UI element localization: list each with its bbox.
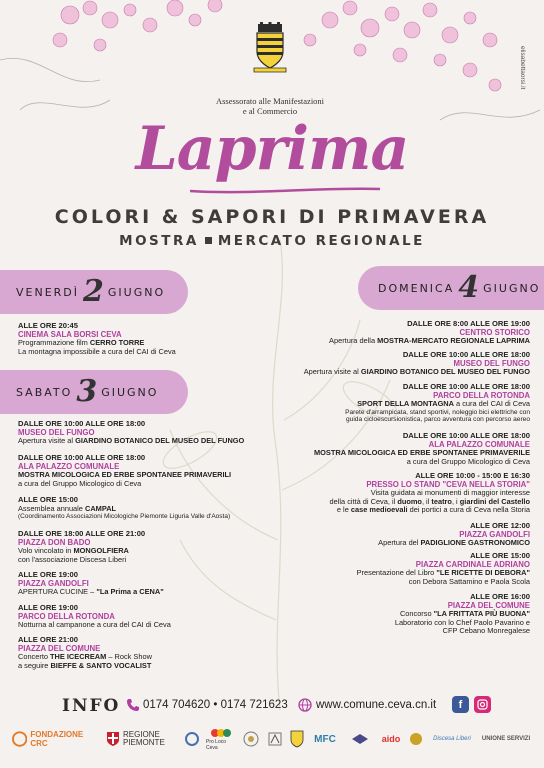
- event-time: DALLE ORE 8:00 ALLE ORE 19:00: [407, 319, 530, 328]
- text: Volo vincolato in: [18, 546, 74, 556]
- facebook-icon[interactable]: f: [452, 696, 469, 713]
- crest-small-icon: [290, 730, 304, 748]
- day-number: 3: [76, 374, 98, 409]
- event-place: CENTRO STORICO: [459, 327, 530, 337]
- assessorato-line1: Assessorato alle Manifestazioni: [215, 96, 325, 106]
- event-time: ALLE ORE 12:00: [470, 521, 530, 530]
- text: Apertura visite al: [18, 436, 76, 446]
- event-saturday-2: [18, 454, 278, 488]
- text-bold: SPORT DELLA MONTAGNA: [357, 399, 454, 409]
- day-banner-friday: [0, 270, 188, 314]
- event-description: a cura del Gruppo Micologico di Ceva: [406, 456, 530, 466]
- text: a cura del CAI di Ceva: [454, 399, 530, 409]
- sponsor-label: MFC: [314, 733, 336, 745]
- sponsor-fondazione-crc: [12, 722, 100, 756]
- event-time: ALLE ORE 15:00: [18, 495, 78, 504]
- text-bold: CERRO TORRE: [89, 338, 145, 348]
- event-time: DALLE ORE 10:00 ALLE ORE 18:00: [402, 431, 530, 440]
- eagle-logo-icon: [350, 731, 370, 747]
- day-name: VENERDÌ: [16, 285, 80, 299]
- day-banner-saturday: [0, 370, 188, 414]
- pro-loco-icon: [210, 727, 232, 739]
- event-saturday-1: [18, 420, 278, 446]
- day-banner-sunday: [358, 266, 544, 310]
- event-place: MUSEO DEL FUNGO: [18, 427, 95, 437]
- globe-icon: [298, 698, 312, 712]
- text-bold: giardini del Castello: [459, 496, 530, 506]
- sponsor-label: Discesa Liberi: [433, 736, 471, 742]
- text-bold: teatro: [431, 496, 452, 506]
- event-sunday-5: [260, 472, 530, 515]
- event-place: MUSEO DEL FUNGO: [453, 358, 530, 368]
- event-sunday-1: [260, 320, 530, 346]
- event-place: CINEMA SALA BORSI CEVA: [18, 329, 122, 339]
- text: Assemblea annuale: [18, 503, 85, 513]
- assessorato-line2: e al Commercio: [242, 106, 298, 116]
- text-bold: MOSTRA-MERCATO REGIONALE LAPRIMA: [377, 336, 530, 346]
- sponsor-logo-7: [288, 722, 306, 756]
- crc-logo-icon: [12, 731, 27, 747]
- text-bold: MONGOLFIERA: [73, 546, 129, 556]
- event-place: ALA PALAZZO COMUNALE: [428, 439, 530, 449]
- piemonte-shield-icon: [106, 731, 120, 747]
- text: Apertura visite al: [303, 367, 361, 377]
- sponsor-pro-loco: [206, 722, 236, 756]
- event-friday-1: [18, 322, 248, 356]
- event-sunday-6: [260, 522, 530, 548]
- text: APERTURA CUCINE –: [18, 587, 97, 597]
- instagram-icon[interactable]: [474, 696, 491, 713]
- event-time: ALLE ORE 10:00 - 15:00 E 16:30: [415, 471, 530, 480]
- coat-of-arms-icon: [252, 22, 288, 74]
- text-bold: MOSTRA MICOLOGICA ED ERBE SPONTANEE PRIMAVERILE: [314, 448, 530, 458]
- text: Presentazione del Libro: [356, 568, 437, 578]
- day-month: GIUGNO: [101, 385, 159, 399]
- event-place: PIAZZA GANDOLFI: [459, 529, 530, 539]
- sponsor-logo-9: [346, 722, 374, 756]
- event-description: La montagna impossibile a cura del CAI di Ceva: [18, 346, 176, 356]
- event-place: ALA PALAZZO COMUNALE: [18, 461, 120, 471]
- partner-logo-icon: [243, 731, 259, 747]
- sponsor-aido: [378, 722, 404, 756]
- day-number: 2: [83, 274, 104, 309]
- info-label: INFO: [62, 696, 121, 716]
- subtitle-mostra: MOSTRA: [119, 233, 199, 249]
- text: – Rock Show: [106, 652, 152, 662]
- event-description: [18, 505, 278, 514]
- event-description: [18, 588, 278, 597]
- sponsor-logo-6: [264, 722, 286, 756]
- partner-logo-icon: [267, 731, 283, 747]
- text-bold: "LE RICETTE DI DEBORA": [436, 568, 530, 578]
- text-bold: "La Prima a CENA": [96, 587, 164, 597]
- partner-logo-icon: [184, 731, 200, 747]
- sponsor-logo-3: [180, 722, 204, 756]
- event-description: Visita guidata ai monumenti di maggior interesse: [370, 488, 530, 498]
- event-sunday-8: [260, 593, 530, 636]
- sponsor-discesa-liberi: [428, 722, 476, 756]
- text-bold: MOSTRA MICOLOGICA ED ERBE SPONTANEE PRIMAVERILI: [18, 470, 232, 480]
- event-place: PIAZZA CARDINALE ADRIANO: [415, 559, 530, 569]
- event-saturday-3: [18, 496, 278, 522]
- event-time: ALLE ORE 19:00: [18, 603, 78, 612]
- text-bold: THE ICECREAM: [50, 652, 107, 662]
- text-bold: GIARDINO BOTANICO DEL MUSEO DEL FUNGO: [75, 436, 245, 446]
- event-place: PARCO DELLA ROTONDA: [433, 390, 530, 400]
- sponsor-logo-5: [240, 722, 262, 756]
- event-saturday-5: [18, 571, 278, 597]
- event-description: [260, 337, 530, 346]
- event-place: PIAZZA DEL COMUNE: [447, 600, 530, 610]
- event-sunday-3: [260, 383, 530, 424]
- event-time: DALLE ORE 10:00 ALLE ORE 18:00: [402, 350, 530, 359]
- event-description: guida cicloescursionistica, parco avventura con percorso aereo: [346, 416, 530, 424]
- sponsor-label: Pro Loco Ceva: [206, 739, 227, 751]
- sponsor-label: UNIONE SERVIZI: [481, 736, 531, 742]
- event-description: [18, 437, 278, 446]
- sponsor-logo-11: [406, 722, 426, 756]
- text-bold: duomo: [397, 496, 422, 506]
- event-description: (Coordinamento Associazioni Micologiche Piemonte Liguria Valle d'Aosta): [18, 513, 231, 521]
- event-description: Laboratorio con lo Chef Paolo Pavarino e: [394, 617, 530, 627]
- event-description: con Debora Sattamino e Paola Scola: [408, 576, 530, 586]
- event-description: CFP Cebano Monregalese: [442, 626, 530, 636]
- event-sunday-4: [260, 432, 530, 466]
- event-time: DALLE ORE 10:00 ALLE ORE 18:00: [18, 419, 146, 428]
- event-time: ALLE ORE 19:00: [18, 570, 78, 579]
- event-place: PARCO DELLA ROTONDA: [18, 611, 115, 621]
- event-description: [260, 506, 530, 515]
- event-sunday-2: [260, 351, 530, 377]
- event-time: DALLE ORE 10:00 ALLE ORE 18:00: [18, 453, 146, 462]
- event-place: PIAZZA GANDOLFI: [18, 578, 89, 588]
- day-number: 4: [458, 270, 480, 305]
- event-saturday-4: [18, 530, 278, 564]
- event-description: a cura del Gruppo Micologico di Ceva: [18, 478, 142, 488]
- partner-logo-icon: [409, 732, 423, 746]
- square-bullet-icon: [205, 237, 212, 244]
- text: dei portici a cura di Ceva nella Storia: [407, 505, 530, 515]
- website-link[interactable]: www.comune.ceva.cn.it: [316, 699, 437, 711]
- text: , i: [451, 496, 460, 506]
- text: a seguire: [18, 660, 51, 670]
- event-place: PRESSO LO STAND "CEVA NELLA STORIA": [366, 479, 530, 489]
- text-bold: GIARDINO BOTANICO DEL MUSEO DEL FUNGO: [360, 367, 530, 377]
- text: Concorso: [399, 609, 434, 619]
- text: Concerto: [18, 652, 51, 662]
- sponsor-label: PIEMONTE: [123, 738, 165, 747]
- subtitle-secondary: [0, 233, 544, 249]
- text-bold: "LA FRITTATA PIÙ BUONA": [433, 609, 530, 619]
- text-bold: BIEFFE & SANTO VOCALIST: [50, 660, 152, 670]
- event-place: PIAZZA DON BADO: [18, 537, 91, 547]
- phone-numbers[interactable]: 0174 704620 • 0174 721623: [143, 699, 288, 711]
- event-description: Notturna al campanone a cura del CAI di Ceva: [18, 620, 171, 630]
- event-description: [18, 662, 278, 671]
- logo-swash: [190, 185, 380, 195]
- text: Apertura della: [329, 336, 378, 346]
- sponsor-label: aido: [381, 734, 401, 744]
- day-month: GIUGNO: [483, 281, 541, 295]
- text: della città di Ceva, il: [329, 496, 398, 506]
- subtitle-main: COLORI & SAPORI DI PRIMAVERA: [54, 206, 490, 228]
- event-description: [260, 539, 530, 548]
- text: , il: [421, 496, 432, 506]
- sponsor-label: REGIONE: [123, 730, 160, 739]
- text-bold: CAMPAL: [84, 503, 117, 513]
- phone-icon: [126, 698, 140, 712]
- subtitle-mercato: MERCATO REGIONALE: [217, 233, 425, 249]
- event-description: [260, 400, 530, 409]
- day-name: DOMENICA: [378, 281, 455, 295]
- event-logo: Laprima: [135, 114, 409, 184]
- event-time: DALLE ORE 18:00 ALLE ORE 21:00: [18, 529, 146, 538]
- text: e le: [336, 505, 351, 515]
- credit-text: elisabettaorsi.it: [519, 46, 526, 90]
- day-name: SABATO: [16, 385, 73, 399]
- text-bold: PADIGLIONE GASTRONOMICO: [420, 538, 530, 548]
- event-description: Parete d'arrampicata, stand sportivi, noleggio bici elettriche con: [345, 408, 530, 416]
- sponsor-regione-piemonte: [106, 722, 176, 756]
- event-time: ALLE ORE 21:00: [18, 635, 78, 644]
- event-description: con l'associazione Discesa Liberi: [18, 554, 127, 564]
- event-place: PIAZZA DEL COMUNE: [18, 643, 101, 653]
- event-sunday-7: [260, 552, 530, 586]
- sponsor-mfc: [308, 722, 342, 756]
- event-saturday-6: [18, 604, 278, 630]
- sponsor-label: FONDAZIONE CRC: [30, 730, 84, 748]
- event-time: ALLE ORE 20:45: [18, 321, 78, 330]
- day-month: GIUGNO: [107, 285, 166, 299]
- sponsor-unione-servizi: [478, 722, 534, 756]
- event-time: ALLE ORE 16:00: [470, 592, 530, 601]
- event-time: ALLE ORE 15:00: [470, 551, 530, 560]
- text: Apertura del: [378, 538, 421, 548]
- event-saturday-7: [18, 636, 278, 670]
- text: Programmazione film: [18, 338, 90, 348]
- text-bold: case medioevali: [350, 505, 408, 515]
- event-description: [260, 368, 530, 377]
- event-time: DALLE ORE 10:00 ALLE ORE 18:00: [402, 382, 530, 391]
- sponsor-strip: [8, 722, 538, 756]
